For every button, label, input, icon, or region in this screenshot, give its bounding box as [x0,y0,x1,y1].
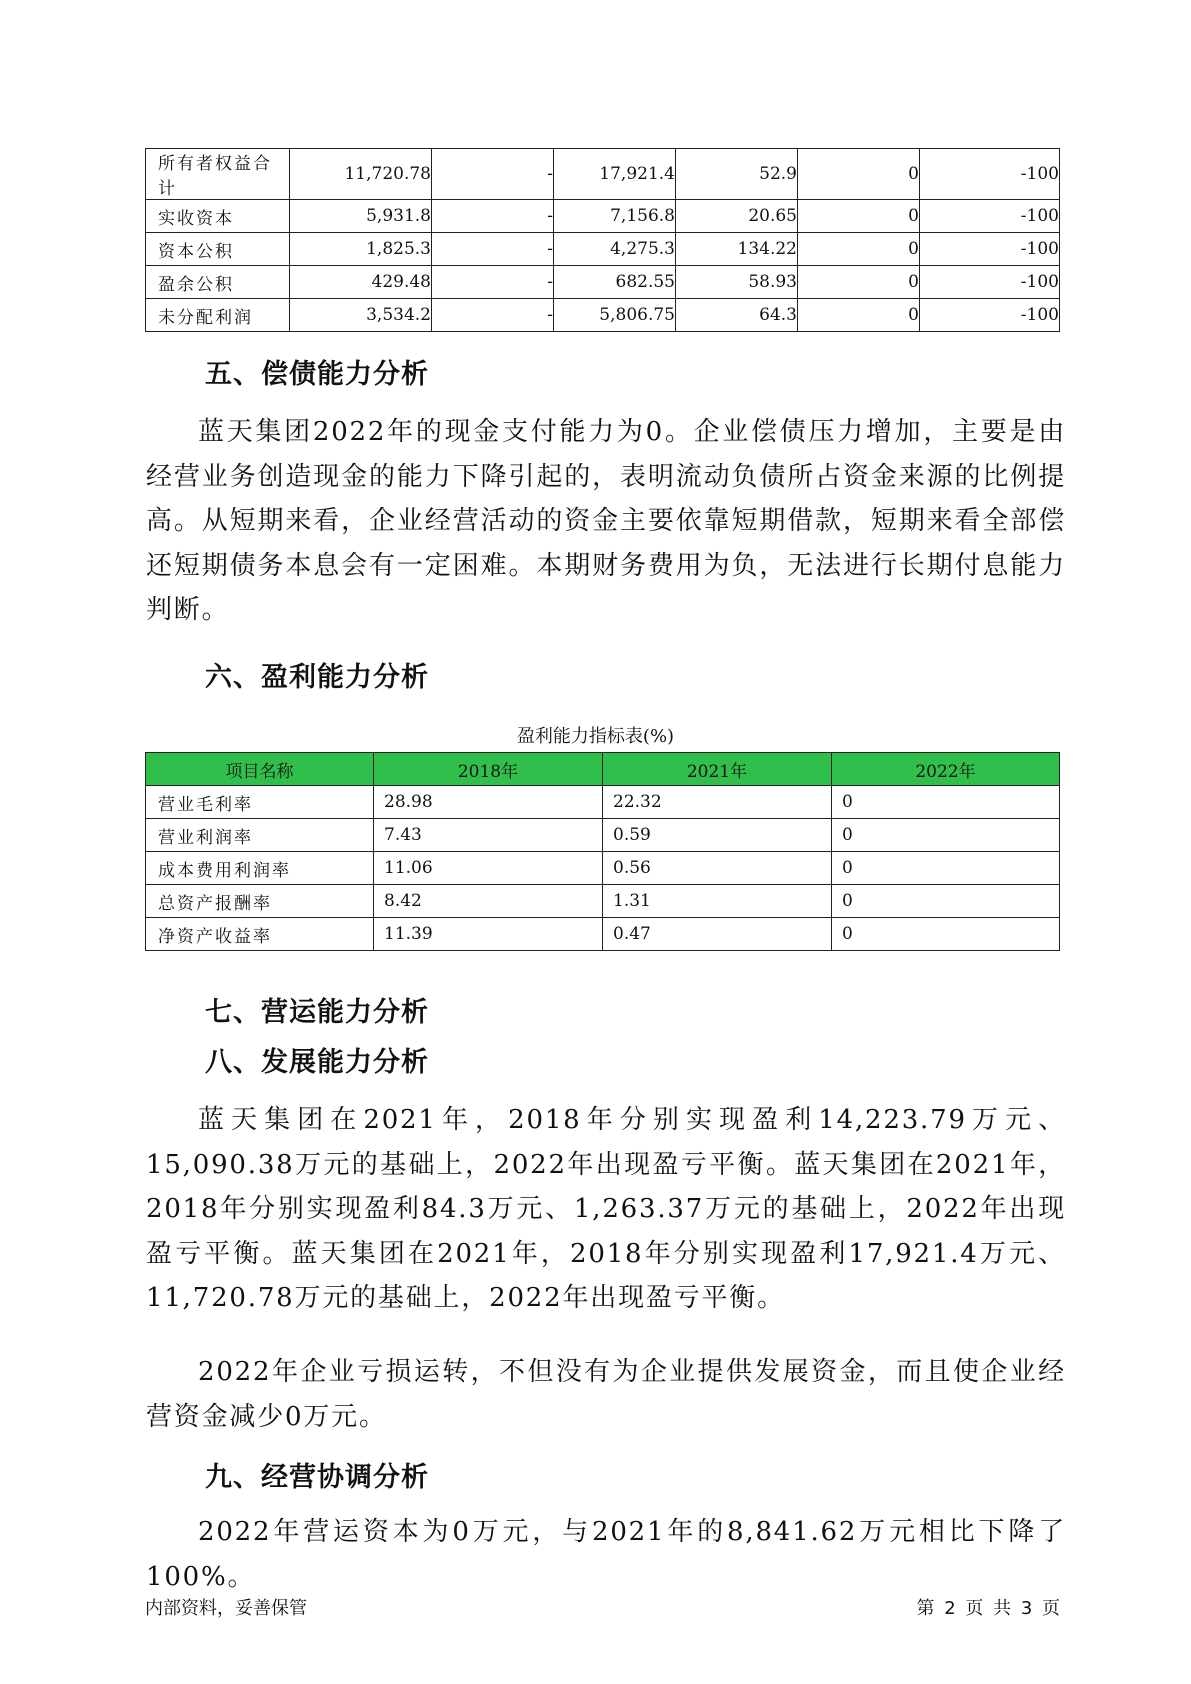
profit-table-caption: 盈利能力指标表(%) [516,726,675,747]
profit-table-row [146,786,1060,819]
profit-row-label: 成本费用利润率 [146,852,374,885]
equity-row-label: 资本公积 [146,233,290,266]
equity-cell-c6: -100 [920,266,1060,299]
equity-cell-c1: 1,825.3 [290,233,432,266]
equity-table [145,148,1060,332]
equity-cell-c2: - [432,149,554,200]
profit-cell-y2021: 22.32 [603,786,832,819]
section-8-paragraph-2: 2022年企业亏损运转，不但没有为企业提供发展资金，而且使企业经营资金减少0万元。 [146,1357,1066,1432]
equity-cell-c4: 134.22 [676,233,798,266]
equity-row-label: 未分配利润 [146,299,290,332]
section-9-paragraph: 2022年营运资本为0万元，与2021年的8,841.62万元相比下降了100%。 [146,1517,1066,1592]
equity-cell-c3: 5,806.75 [554,299,676,332]
profit-cell-y2021: 1.31 [603,885,832,918]
profit-table-row [146,918,1060,951]
section-5-paragraph: 蓝天集团2022年的现金支付能力为0。企业偿债压力增加，主要是由经营业务创造现金的能力下降引起的，表明流动负债所占资金来源的比例提高。从短期来看，企业经营活动的资金主要依靠短期借款，短期来看全部偿还短期债务本息会有一定困难。本期财务费用为负，无法进行长期付息能力判断。 [146,417,1066,625]
profit-cell-y2022: 0 [832,819,1060,852]
profit-table [145,752,1060,951]
profit-header-2022: 2022年 [832,753,1060,786]
equity-cell-c1: 429.48 [290,266,432,299]
profit-header-2018: 2018年 [374,753,603,786]
equity-table-body [146,149,1060,332]
section-8-paragraph-1: 蓝天集团在2021年，2018年分别实现盈利14,223.79万元、15,090.38万元的基础上，2022年出现盈亏平衡。蓝天集团在2021年，2018年分别实现盈利84.3万元、1,263.37万元的基础上，2022年出现盈亏平衡。蓝天集团在2021年，2018年分别实现盈利17,921.4万元、11,720.78万元的基础上，2022年出现盈亏平衡。 [146,1105,1066,1313]
equity-table-row [146,299,1060,332]
equity-cell-c6: -100 [920,233,1060,266]
profit-table-header-row [146,753,1060,786]
equity-cell-c1: 3,534.2 [290,299,432,332]
section-7-heading: 七、营运能力分析 [205,997,429,1028]
profit-cell-y2018: 8.42 [374,885,603,918]
profit-cell-y2022: 0 [832,885,1060,918]
footer-page-number: 第 2 页 共 3 页 [916,1598,1060,1619]
profit-cell-y2018: 28.98 [374,786,603,819]
equity-cell-c3: 17,921.4 [554,149,676,200]
profit-table-row [146,819,1060,852]
profit-row-label: 营业毛利率 [146,786,374,819]
footer-confidential-note: 内部资料，妥善保管 [145,1598,307,1619]
equity-row-label: 盈余公积 [146,266,290,299]
profit-table-row [146,885,1060,918]
equity-cell-c5: 0 [798,299,920,332]
section-5-heading: 五、偿债能力分析 [205,359,429,390]
profit-cell-y2021: 0.59 [603,819,832,852]
profit-cell-y2022: 0 [832,918,1060,951]
equity-cell-c6: -100 [920,149,1060,200]
profit-table-body [146,786,1060,951]
equity-cell-c6: -100 [920,299,1060,332]
section-6-heading: 六、盈利能力分析 [205,662,429,693]
profit-cell-y2021: 0.47 [603,918,832,951]
profit-table-row [146,852,1060,885]
equity-cell-c3: 682.55 [554,266,676,299]
equity-row-label: 实收资本 [146,200,290,233]
profit-row-label: 总资产报酬率 [146,885,374,918]
section-8-heading: 八、发展能力分析 [205,1047,429,1078]
equity-table-row [146,266,1060,299]
equity-cell-c2: - [432,233,554,266]
equity-cell-c1: 5,931.8 [290,200,432,233]
equity-cell-c5: 0 [798,233,920,266]
equity-cell-c5: 0 [798,149,920,200]
profit-cell-y2022: 0 [832,852,1060,885]
equity-table-row [146,200,1060,233]
equity-cell-c4: 20.65 [676,200,798,233]
equity-cell-c5: 0 [798,200,920,233]
equity-cell-c1: 11,720.78 [290,149,432,200]
equity-cell-c3: 4,275.3 [554,233,676,266]
profit-header-name: 项目名称 [146,753,374,786]
equity-cell-c2: - [432,266,554,299]
equity-cell-c5: 0 [798,266,920,299]
section-9-heading: 九、经营协调分析 [205,1462,429,1493]
equity-cell-c4: 64.3 [676,299,798,332]
equity-cell-c3: 7,156.8 [554,200,676,233]
profit-header-2021: 2021年 [603,753,832,786]
equity-cell-c6: -100 [920,200,1060,233]
equity-cell-c4: 52.9 [676,149,798,200]
profit-cell-y2022: 0 [832,786,1060,819]
equity-row-label: 所有者权益合计 [146,149,290,200]
equity-cell-c2: - [432,200,554,233]
profit-cell-y2018: 7.43 [374,819,603,852]
equity-cell-c2: - [432,299,554,332]
profit-cell-y2018: 11.39 [374,918,603,951]
profit-row-label: 营业利润率 [146,819,374,852]
profit-cell-y2018: 11.06 [374,852,603,885]
equity-table-row [146,233,1060,266]
equity-cell-c4: 58.93 [676,266,798,299]
equity-table-row [146,149,1060,200]
profit-row-label: 净资产收益率 [146,918,374,951]
profit-cell-y2021: 0.56 [603,852,832,885]
